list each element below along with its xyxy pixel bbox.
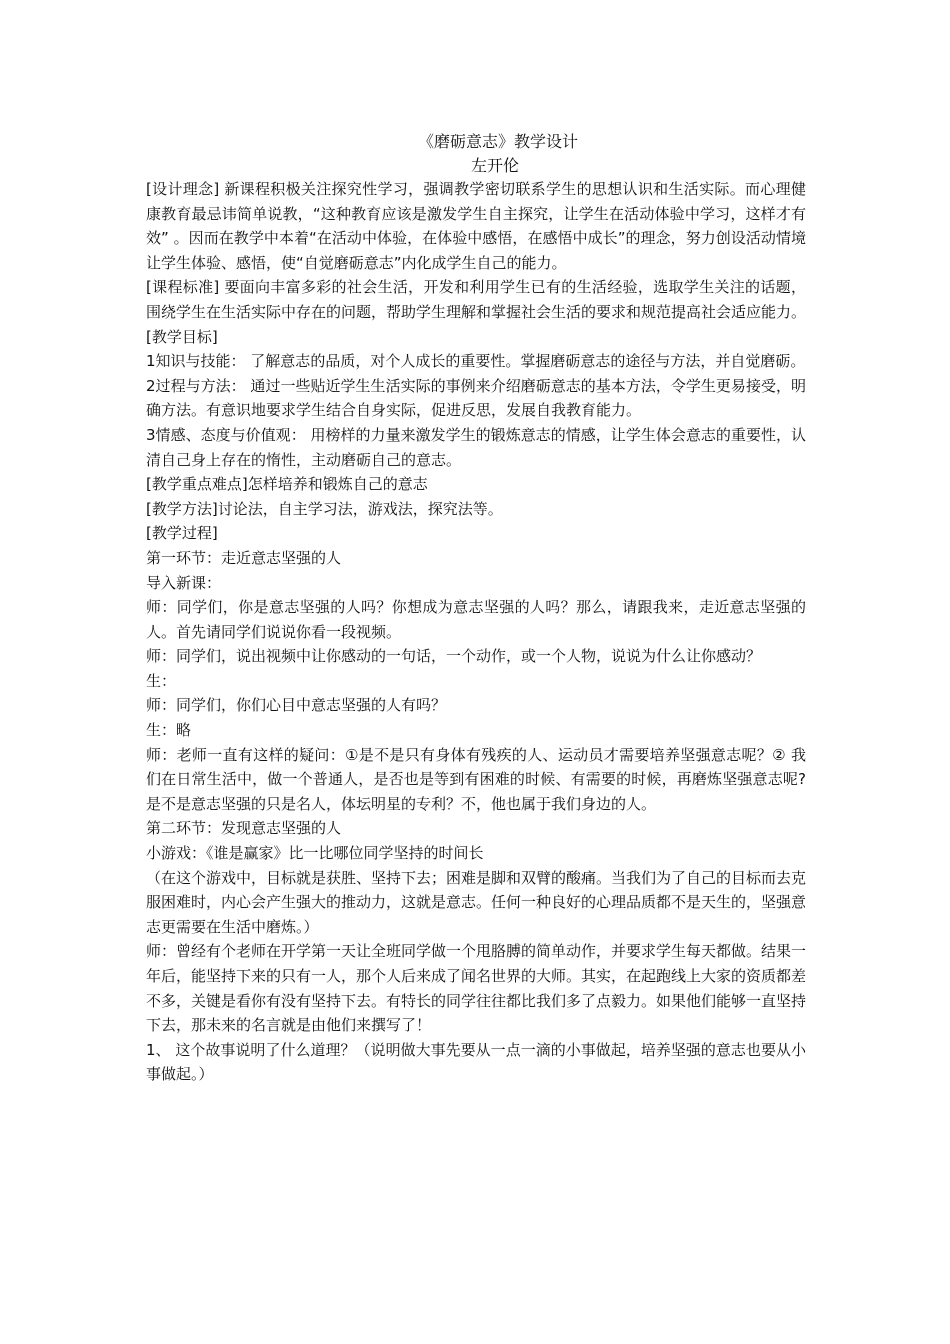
paragraph-design-concept: [设计理念] 新课程积极关注探究性学习，强调教学密切联系学生的思想认识和生活实际。而心理健康教育最忌讳简单说教，“这种教育应该是激发学生自主探究，让学生在活动体验中学习，这样才有效” 。因而在教学中本着“在活动中体验，在体验中感悟，在感悟中成长”的理念，努力创设活动情境让学生体验、感悟，使“自觉磨砺意志”内化成学生自己的能力。 bbox=[146, 180, 806, 272]
paragraph-student-2: 生：略 bbox=[146, 721, 192, 740]
paragraph-teacher-story: 师：曾经有个老师在开学第一天让全班同学做一个甩胳膊的简单动作，并要求学生每天都做。结果一年后，能坚持下来的只有一人，那个人后来成了闻名世界的大师。其实，在起跑线上大家的资质都差不多，关键是看你有没有坚持下去。有特长的同学往往都比我们多了点毅力。如果他们能够一直坚持下去，那未来的名言就是由他们来撰写了！ bbox=[146, 942, 807, 1035]
heading-teaching-process: [教学过程] bbox=[146, 524, 218, 543]
paragraph-student-1: 生： bbox=[146, 671, 177, 690]
document-title: 《磨砺意志》教学设计 bbox=[417, 132, 578, 151]
heading-section-two: 第二环节：发现意志坚强的人 bbox=[146, 819, 342, 838]
paragraph-goal-emotion: 3情感、态度与价值观： 用榜样的力量来激发学生的锻炼意志的情感，让学生体会意志的重要性，认清自己身上存在的惰性，主动磨砺自己的意志。 bbox=[146, 425, 806, 469]
paragraph-teacher-4: 师：老师一直有这样的疑问：①是不是只有身体有残疾的人、运动员才需要培养坚强意志呢？② 我们在日常生活中，做一个普通人，是否也是等到有困难的时候、有需要的时候，再磨炼坚强意志呢?是不是意志坚强的只是名人，体坛明星的专利？不，他也属于我们身边的人。 bbox=[146, 745, 806, 813]
paragraph-teacher-1: 师：同学们，你是意志坚强的人吗？你想成为意志坚强的人吗？那么，请跟我来，走近意志坚强的人。首先请同学们说说你看一段视频。 bbox=[146, 598, 806, 641]
paragraph-goal-process: 2过程与方法： 通过一些贴近学生生活实际的事例来介绍磨砺意志的基本方法，令学生更易接受，明确方法。有意识地要求学生结合自身实际，促进反思，发展自我教育能力。 bbox=[146, 376, 806, 420]
paragraph-goal-knowledge: 1知识与技能： 了解意志的品质，对个人成长的重要性。掌握磨砺意志的途径与方法，并自觉磨砺。 bbox=[146, 352, 806, 371]
paragraph-key-points: [教学重点难点]怎样培养和锻炼自己的意志 bbox=[146, 475, 428, 494]
paragraph-teaching-methods: [教学方法]讨论法，自主学习法，游戏法，探究法等。 bbox=[146, 499, 503, 518]
heading-teaching-goals: [教学目标] bbox=[146, 327, 218, 346]
paragraph-teacher-2: 师：同学们，说出视频中让你感动的一句话，一个动作，或一个人物，说说为什么让你感动？ bbox=[146, 647, 762, 666]
document-body bbox=[146, 177, 806, 1087]
heading-section-one: 第一环节：走近意志坚强的人 bbox=[146, 548, 342, 567]
document-author: 左开伦 bbox=[470, 156, 519, 175]
paragraph-game-note: （在这个游戏中，目标就是获胜、坚持下去；困难是脚和双臂的酸痛。当我们为了自己的目标而去克服困难时，内心会产生强大的推动力，这就是意志。任何一种良好的心理品质都不是天生的，坚强意志更需要在生活中磨炼。） bbox=[146, 868, 807, 936]
paragraph-teacher-3: 师：同学们，你们心目中意志坚强的人有吗？ bbox=[146, 696, 447, 715]
paragraph-question-1: 1、 这个故事说明了什么道理？（说明做大事先要从一点一滴的小事做起，培养坚强的意志也要从小事做起。） bbox=[146, 1040, 806, 1084]
paragraph-intro: 导入新课： bbox=[146, 573, 222, 592]
paragraph-game: 小游戏：《谁是赢家》比一比哪位同学坚持的时间长 bbox=[146, 844, 484, 863]
paragraph-curriculum-standard: [课程标准] 要面向丰富多彩的社会生活，开发和利用学生已有的生活经验，选取学生关注的话题，围绕学生在生活实际中存在的问题，帮助学生理解和掌握社会生活的要求和规范提高社会适应能力。 bbox=[146, 278, 807, 321]
